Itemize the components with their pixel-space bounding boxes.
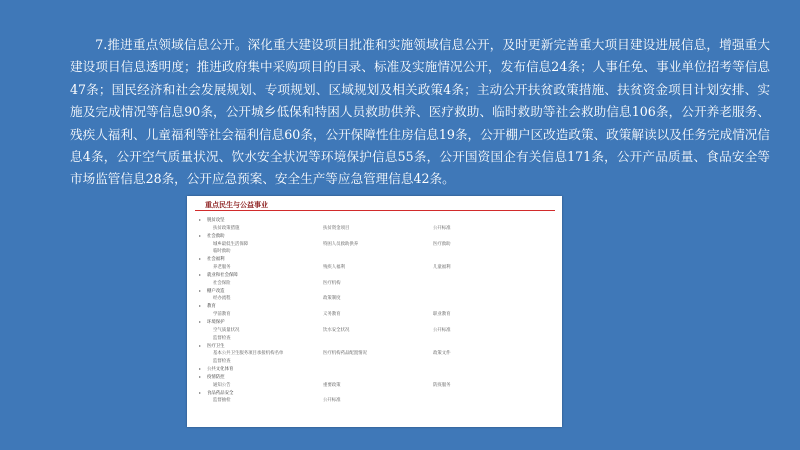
subitem-link[interactable]: 扶贫资金项目 (323, 225, 350, 231)
subitem-link[interactable]: 公开标准 (323, 398, 341, 404)
subitem-link[interactable]: 政策制度 (323, 296, 341, 302)
subitem-link[interactable]: 监督检查 (213, 335, 231, 341)
subitem-row (199, 349, 554, 357)
expand-triangle-icon[interactable]: ▸ (199, 366, 202, 372)
subitem-link[interactable]: 重要政策 (323, 382, 341, 388)
subitem-row (199, 263, 554, 271)
subitem-link[interactable]: 监督抽检 (213, 398, 231, 404)
expand-triangle-icon[interactable]: ▸ (199, 256, 202, 262)
expand-triangle-icon[interactable]: ▸ (199, 373, 202, 379)
expand-triangle-icon[interactable]: ▸ (199, 389, 202, 395)
expand-triangle-icon[interactable]: ▸ (199, 287, 202, 293)
subitem-row (199, 240, 554, 248)
category-row[interactable] (199, 342, 554, 350)
subitem-row (199, 294, 554, 302)
subitem-link[interactable]: 政策文件 (433, 351, 451, 357)
subitem-link[interactable]: 防疫服务 (433, 382, 451, 388)
panel-title-underline (195, 210, 555, 211)
expand-triangle-icon[interactable]: ▸ (199, 232, 202, 238)
panel-title: 重点民生与公益事业 (205, 201, 268, 209)
subitem-link[interactable]: 公开标准 (433, 327, 451, 333)
subitem-link[interactable]: 公开标准 (433, 225, 451, 231)
subitem-link[interactable]: 饮水安全状况 (323, 327, 350, 333)
subitem-row (199, 334, 554, 342)
category-label[interactable]: 脱贫攻坚 (207, 218, 225, 223)
subitem-link[interactable]: 医疗机构 (323, 280, 341, 286)
subitem-link[interactable]: 监督检查 (213, 359, 231, 365)
subitem-link[interactable]: 医疗机构药品配置情况 (323, 351, 367, 357)
category-label[interactable]: 食品药品安全 (207, 390, 234, 396)
subitem-link[interactable]: 儿童福利 (433, 265, 451, 271)
subitem-link[interactable]: 社会保险 (213, 280, 231, 286)
subitem-link[interactable]: 经办流程 (213, 296, 231, 302)
category-label[interactable]: 社会救助 (207, 233, 225, 239)
subitem-link[interactable]: 义务教育 (323, 312, 341, 318)
category-label[interactable]: 就业和社会保障 (207, 272, 238, 278)
category-label[interactable]: 公共文化体育 (207, 367, 234, 373)
category-row[interactable] (199, 373, 554, 381)
category-row[interactable] (199, 389, 554, 397)
livelihood-panel-screenshot (187, 196, 562, 427)
category-label[interactable]: 医疗卫生 (207, 343, 225, 349)
subitem-link[interactable]: 城乡最低生活保障 (213, 241, 249, 247)
subitem-row (199, 396, 554, 404)
subitem-row (199, 247, 554, 255)
body-paragraph: 7.推进重点领域信息公开。深化重大建设项目批准和实施领域信息公开，及时更新完善重大项目建设进展信息，增强重大建设项目信息透明度；推进政府集中采购项目的目录、标准及实施情况公开，发布信息24条；人事任免、事业单位招考等信息47条；国民经济和社会发展规划、专项规划、区域规划及相关政策4条；主动公开扶贫政策措施、扶贫资金项目计划安排、实施及完成情况等信息90条，公开城乡低保和特困人员救助供养、医疗救助、临时救助等社会救助信息106条，公开养老服务、残疾人福利、儿童福利等社会福利信息60条，公开保障性住房信息19条，公开棚户区改造政策、政策解读以及任务完成情况信息4条，公开空气质量状况、饮水安全状况等环境保护信息55条，公开国资国企有关信息171条，公开产品质量、食品安全等市场监管信息28条，公开应急预案、安全生产等应急管理信息42条。 (70, 37, 770, 187)
category-row[interactable] (199, 302, 554, 310)
category-row[interactable] (199, 232, 554, 240)
category-row[interactable] (199, 216, 554, 224)
category-row[interactable] (199, 318, 554, 326)
category-tree (199, 216, 554, 404)
expand-triangle-icon[interactable]: ▸ (199, 271, 202, 277)
subitem-row (199, 224, 554, 232)
subitem-link[interactable]: 临时救助 (213, 249, 231, 255)
subitem-link[interactable]: 医疗救助 (433, 241, 451, 247)
category-row[interactable] (199, 287, 554, 295)
subitem-row (199, 381, 554, 389)
subitem-link[interactable]: 学前教育 (213, 312, 231, 318)
subitem-link[interactable]: 特困人员救助供养 (323, 241, 359, 247)
category-label[interactable]: 教育 (207, 304, 216, 310)
category-label[interactable]: 棚户改造 (207, 288, 225, 294)
category-row[interactable] (199, 271, 554, 279)
category-row[interactable] (199, 365, 554, 373)
subitem-link[interactable]: 职业教育 (433, 312, 451, 318)
subitem-link[interactable]: 基本公共卫生服务项目承接机构名单 (213, 351, 284, 357)
category-label[interactable]: 疫情防控 (207, 374, 225, 380)
subitem-link[interactable]: 残疾人福利 (323, 265, 345, 271)
subitem-link[interactable]: 扶贫政策措施 (213, 225, 240, 231)
expand-triangle-icon[interactable]: ▸ (199, 342, 202, 348)
subitem-link[interactable]: 通知公告 (213, 382, 231, 388)
subitem-link[interactable]: 养老服务 (213, 265, 231, 271)
subitem-row (199, 279, 554, 287)
category-label[interactable]: 社会福利 (207, 257, 225, 263)
category-label[interactable]: 环境保护 (207, 319, 225, 325)
subitem-link[interactable]: 空气质量状况 (213, 327, 240, 333)
expand-triangle-icon[interactable]: ▸ (199, 217, 202, 222)
subitem-row (199, 310, 554, 318)
subitem-row (199, 326, 554, 334)
expand-triangle-icon[interactable]: ▸ (199, 318, 202, 324)
expand-triangle-icon[interactable]: ▸ (199, 303, 202, 309)
subitem-row (199, 357, 554, 365)
category-row[interactable] (199, 255, 554, 263)
